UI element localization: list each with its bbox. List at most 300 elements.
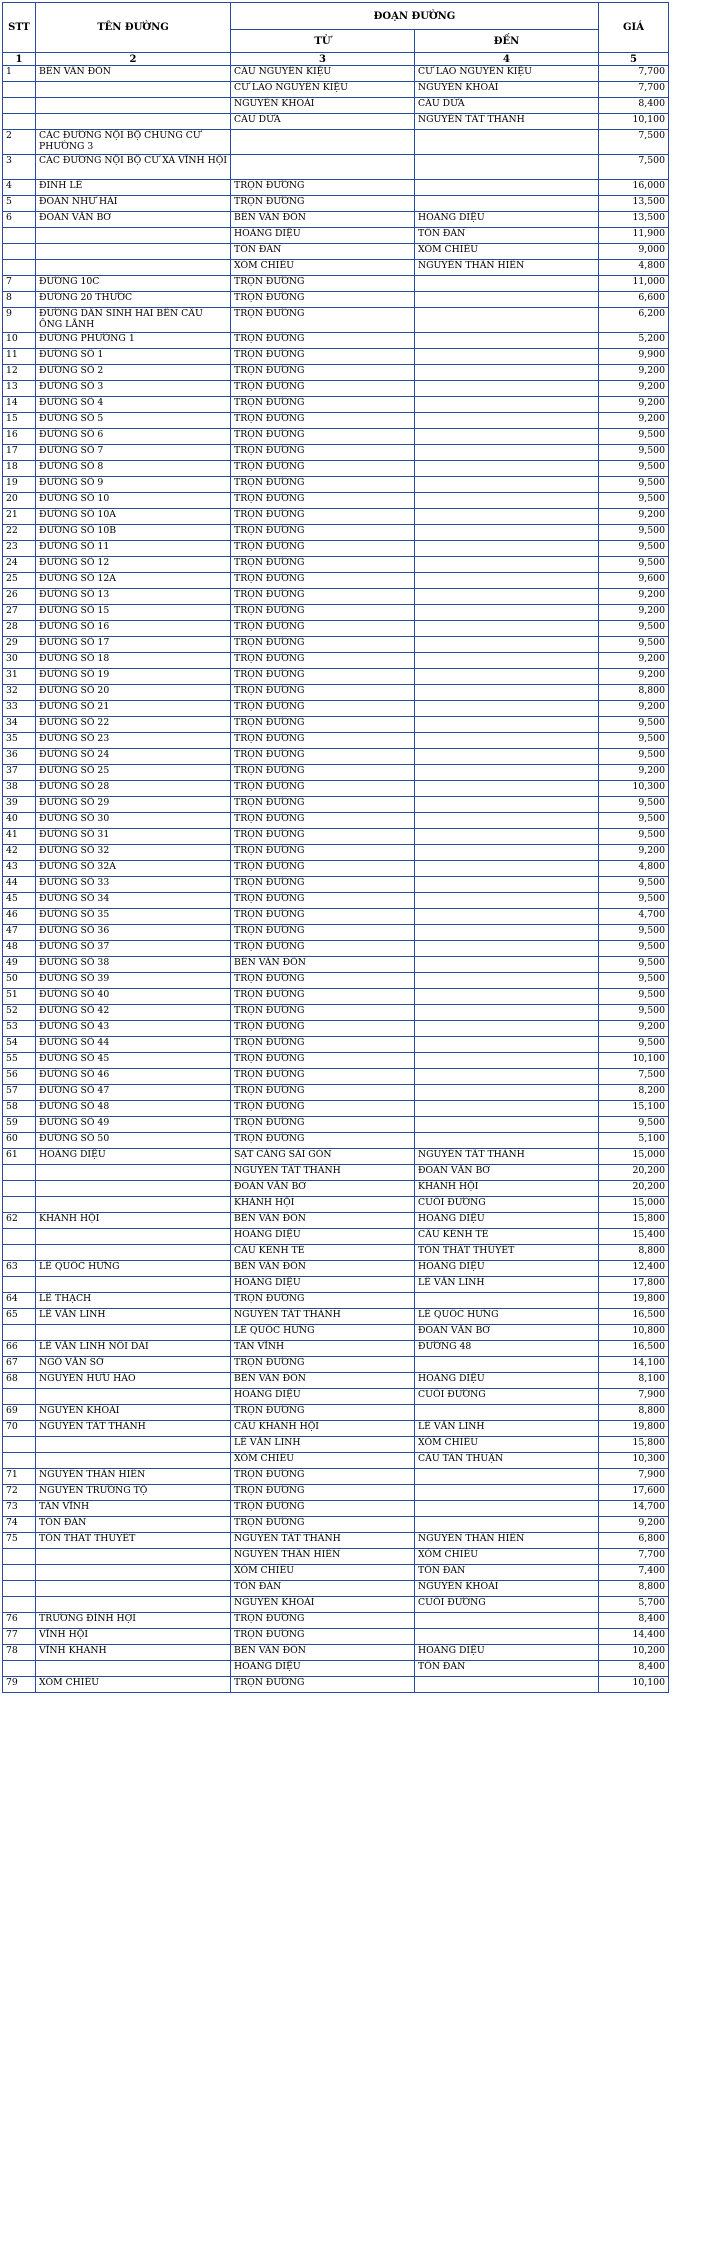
row-stt: 64 bbox=[3, 1293, 36, 1309]
row-from: TRỌN ĐƯỜNG bbox=[231, 365, 415, 381]
row-price: 9,500 bbox=[599, 1117, 669, 1133]
row-from: TRỌN ĐƯỜNG bbox=[231, 477, 415, 493]
row-from: TRỌN ĐƯỜNG bbox=[231, 861, 415, 877]
row-price: 19,800 bbox=[599, 1421, 669, 1437]
row-stt: 17 bbox=[3, 445, 36, 461]
row-price: 15,000 bbox=[599, 1149, 669, 1165]
row-street-name: ĐƯỜNG SỐ 10 bbox=[36, 493, 231, 509]
row-to: LÊ VĂN LINH bbox=[415, 1421, 599, 1437]
row-stt bbox=[3, 1389, 36, 1405]
row-from: TRỌN ĐƯỜNG bbox=[231, 845, 415, 861]
row-price: 7,900 bbox=[599, 1389, 669, 1405]
row-from: TRỌN ĐƯỜNG bbox=[231, 397, 415, 413]
row-from: LÊ VĂN LINH bbox=[231, 1437, 415, 1453]
row-stt: 50 bbox=[3, 973, 36, 989]
row-stt: 26 bbox=[3, 589, 36, 605]
row-street-name: ĐƯỜNG SỐ 36 bbox=[36, 925, 231, 941]
row-stt bbox=[3, 260, 36, 276]
row-to: TÔN ĐẢN bbox=[415, 1565, 599, 1581]
row-from: TRỌN ĐƯỜNG bbox=[231, 1293, 415, 1309]
row-stt: 65 bbox=[3, 1309, 36, 1325]
table-row bbox=[3, 845, 669, 861]
row-from: TRỌN ĐƯỜNG bbox=[231, 877, 415, 893]
row-street-name: ĐOÀN NHƯ HÀI bbox=[36, 196, 231, 212]
row-street-name: ĐƯỜNG SỐ 48 bbox=[36, 1101, 231, 1117]
row-to bbox=[415, 276, 599, 292]
row-from: TRỌN ĐƯỜNG bbox=[231, 349, 415, 365]
row-to bbox=[415, 445, 599, 461]
table-row bbox=[3, 244, 669, 260]
row-stt: 10 bbox=[3, 333, 36, 349]
row-price: 10,300 bbox=[599, 781, 669, 797]
row-from: TRỌN ĐƯỜNG bbox=[231, 333, 415, 349]
table-row bbox=[3, 1069, 669, 1085]
row-stt: 20 bbox=[3, 493, 36, 509]
row-price: 9,500 bbox=[599, 557, 669, 573]
row-to: CUỐI ĐƯỜNG bbox=[415, 1597, 599, 1613]
row-from: TRỌN ĐƯỜNG bbox=[231, 308, 415, 333]
row-street-name: ĐƯỜNG SỐ 2 bbox=[36, 365, 231, 381]
land-price-table bbox=[2, 2, 669, 1693]
row-from: TRỌN ĐƯỜNG bbox=[231, 893, 415, 909]
row-to bbox=[415, 525, 599, 541]
row-stt: 73 bbox=[3, 1501, 36, 1517]
row-stt: 63 bbox=[3, 1261, 36, 1277]
row-stt: 24 bbox=[3, 557, 36, 573]
row-street-name: NGUYỄN TẤT THÀNH bbox=[36, 1421, 231, 1437]
row-to bbox=[415, 573, 599, 589]
table-row bbox=[3, 525, 669, 541]
row-stt: 79 bbox=[3, 1677, 36, 1693]
row-price: 14,700 bbox=[599, 1501, 669, 1517]
row-street-name: ĐƯỜNG SỐ 22 bbox=[36, 717, 231, 733]
row-price: 9,200 bbox=[599, 1517, 669, 1533]
row-stt: 27 bbox=[3, 605, 36, 621]
row-to bbox=[415, 155, 599, 180]
row-street-name: NGUYỄN HỮU HÀO bbox=[36, 1373, 231, 1389]
row-price: 9,200 bbox=[599, 845, 669, 861]
row-stt bbox=[3, 244, 36, 260]
table-row bbox=[3, 925, 669, 941]
header-from: TỪ bbox=[231, 30, 415, 53]
row-to: XÓM CHIẾU bbox=[415, 1549, 599, 1565]
row-to bbox=[415, 1101, 599, 1117]
row-to: CẦU TÂN THUẬN bbox=[415, 1453, 599, 1469]
row-from: HOÀNG DIỆU bbox=[231, 1229, 415, 1245]
row-street-name: ĐƯỜNG SỐ 47 bbox=[36, 1085, 231, 1101]
row-price: 13,500 bbox=[599, 196, 669, 212]
table-row bbox=[3, 941, 669, 957]
row-price: 9,500 bbox=[599, 829, 669, 845]
table-row bbox=[3, 989, 669, 1005]
table-row bbox=[3, 1613, 669, 1629]
row-from: TRỌN ĐƯỜNG bbox=[231, 573, 415, 589]
table-row bbox=[3, 1101, 669, 1117]
row-stt: 2 bbox=[3, 130, 36, 155]
row-price: 8,800 bbox=[599, 1245, 669, 1261]
row-price: 8,400 bbox=[599, 1661, 669, 1677]
table-row bbox=[3, 1053, 669, 1069]
row-price: 9,200 bbox=[599, 397, 669, 413]
row-street-name: ĐƯỜNG SỐ 7 bbox=[36, 445, 231, 461]
row-to bbox=[415, 557, 599, 573]
row-price: 7,900 bbox=[599, 1469, 669, 1485]
row-price: 10,100 bbox=[599, 1677, 669, 1693]
table-row bbox=[3, 557, 669, 573]
row-street-name bbox=[36, 1661, 231, 1677]
row-street-name: ĐƯỜNG SỐ 5 bbox=[36, 413, 231, 429]
row-stt: 3 bbox=[3, 155, 36, 180]
row-street-name bbox=[36, 114, 231, 130]
table-row bbox=[3, 541, 669, 557]
row-price: 15,000 bbox=[599, 1197, 669, 1213]
row-stt: 66 bbox=[3, 1341, 36, 1357]
row-from: BẾN VÂN ĐỒN bbox=[231, 1213, 415, 1229]
row-street-name: TÔN ĐẢN bbox=[36, 1517, 231, 1533]
row-price: 7,500 bbox=[599, 130, 669, 155]
table-row bbox=[3, 1005, 669, 1021]
table-row bbox=[3, 765, 669, 781]
row-street-name bbox=[36, 228, 231, 244]
row-from: TRỌN ĐƯỜNG bbox=[231, 525, 415, 541]
row-street-name: ĐƯỜNG SỐ 15 bbox=[36, 605, 231, 621]
row-to bbox=[415, 909, 599, 925]
row-stt: 69 bbox=[3, 1405, 36, 1421]
table-row bbox=[3, 621, 669, 637]
row-stt bbox=[3, 1197, 36, 1213]
row-stt bbox=[3, 1581, 36, 1597]
row-stt: 40 bbox=[3, 813, 36, 829]
row-street-name: NGÔ VĂN SỞ bbox=[36, 1357, 231, 1373]
row-to: KHÁNH HỘI bbox=[415, 1181, 599, 1197]
row-from: TRỌN ĐƯỜNG bbox=[231, 765, 415, 781]
table-row bbox=[3, 308, 669, 333]
row-to: TÔN THẤT THUYẾT bbox=[415, 1245, 599, 1261]
row-stt: 38 bbox=[3, 781, 36, 797]
row-street-name: BẾN VÂN ĐỒN bbox=[36, 66, 231, 82]
row-price: 7,700 bbox=[599, 1549, 669, 1565]
table-row bbox=[3, 1533, 669, 1549]
row-to: HOÀNG DIỆU bbox=[415, 1261, 599, 1277]
row-stt bbox=[3, 1437, 36, 1453]
table-row bbox=[3, 685, 669, 701]
row-stt: 48 bbox=[3, 941, 36, 957]
row-to: LÊ VĂN LINH bbox=[415, 1277, 599, 1293]
row-from: TRỌN ĐƯỜNG bbox=[231, 909, 415, 925]
row-price: 8,100 bbox=[599, 1373, 669, 1389]
row-to bbox=[415, 1677, 599, 1693]
row-to bbox=[415, 509, 599, 525]
row-from: KHÁNH HỘI bbox=[231, 1197, 415, 1213]
table-row bbox=[3, 1421, 669, 1437]
row-to bbox=[415, 797, 599, 813]
row-to bbox=[415, 130, 599, 155]
row-price: 16,000 bbox=[599, 180, 669, 196]
row-to: HOÀNG DIỆU bbox=[415, 1213, 599, 1229]
table-row bbox=[3, 701, 669, 717]
row-from: TRỌN ĐƯỜNG bbox=[231, 557, 415, 573]
row-from: TRỌN ĐƯỜNG bbox=[231, 589, 415, 605]
row-to bbox=[415, 829, 599, 845]
row-from: BẾN VÂN ĐỒN bbox=[231, 1261, 415, 1277]
row-from: TRỌN ĐƯỜNG bbox=[231, 1021, 415, 1037]
row-price: 7,500 bbox=[599, 1069, 669, 1085]
row-stt: 74 bbox=[3, 1517, 36, 1533]
row-price: 9,200 bbox=[599, 1021, 669, 1037]
row-street-name: ĐƯỜNG SỐ 39 bbox=[36, 973, 231, 989]
row-street-name: LÊ QUỐC HƯNG bbox=[36, 1261, 231, 1277]
row-from: TRỌN ĐƯỜNG bbox=[231, 1133, 415, 1149]
table-row bbox=[3, 1597, 669, 1613]
row-price: 14,100 bbox=[599, 1357, 669, 1373]
row-from: BẾN VÂN ĐỒN bbox=[231, 1645, 415, 1661]
header-price: GIÁ bbox=[599, 3, 669, 53]
row-stt: 49 bbox=[3, 957, 36, 973]
row-street-name bbox=[36, 1165, 231, 1181]
row-street-name: LÊ VĂN LINH bbox=[36, 1309, 231, 1325]
row-street-name: ĐƯỜNG SỐ 38 bbox=[36, 957, 231, 973]
row-to bbox=[415, 397, 599, 413]
table-row bbox=[3, 653, 669, 669]
row-to bbox=[415, 429, 599, 445]
row-street-name bbox=[36, 1597, 231, 1613]
row-street-name: ĐƯỜNG SỐ 30 bbox=[36, 813, 231, 829]
table-row bbox=[3, 573, 669, 589]
row-price: 9,500 bbox=[599, 493, 669, 509]
row-stt bbox=[3, 1661, 36, 1677]
row-price: 9,500 bbox=[599, 525, 669, 541]
row-stt: 18 bbox=[3, 461, 36, 477]
row-stt bbox=[3, 1229, 36, 1245]
table-row bbox=[3, 1645, 669, 1661]
row-price: 10,800 bbox=[599, 1325, 669, 1341]
row-to: TÔN ĐẢN bbox=[415, 1661, 599, 1677]
row-from: TRỌN ĐƯỜNG bbox=[231, 493, 415, 509]
row-street-name: ĐƯỜNG SỐ 16 bbox=[36, 621, 231, 637]
row-price: 9,500 bbox=[599, 941, 669, 957]
row-street-name: ĐƯỜNG SỐ 37 bbox=[36, 941, 231, 957]
table-row bbox=[3, 130, 669, 155]
row-to bbox=[415, 180, 599, 196]
row-to bbox=[415, 1021, 599, 1037]
table-row bbox=[3, 669, 669, 685]
row-street-name: ĐƯỜNG SỐ 40 bbox=[36, 989, 231, 1005]
row-stt: 28 bbox=[3, 621, 36, 637]
row-stt: 19 bbox=[3, 477, 36, 493]
row-from: TRỌN ĐƯỜNG bbox=[231, 653, 415, 669]
row-street-name: TRƯƠNG ĐÌNH HỢI bbox=[36, 1613, 231, 1629]
row-from: TRỌN ĐƯỜNG bbox=[231, 749, 415, 765]
row-street-name: ĐƯỜNG 10C bbox=[36, 276, 231, 292]
row-stt bbox=[3, 82, 36, 98]
table-row bbox=[3, 1245, 669, 1261]
row-to bbox=[415, 1469, 599, 1485]
row-street-name: ĐƯỜNG SỐ 1 bbox=[36, 349, 231, 365]
row-street-name: ĐƯỜNG SỐ 6 bbox=[36, 429, 231, 445]
table-row bbox=[3, 114, 669, 130]
row-stt: 6 bbox=[3, 212, 36, 228]
row-stt: 53 bbox=[3, 1021, 36, 1037]
row-stt: 37 bbox=[3, 765, 36, 781]
row-price: 5,700 bbox=[599, 1597, 669, 1613]
row-street-name: TÔN THẤT THUYẾT bbox=[36, 1533, 231, 1549]
row-from bbox=[231, 155, 415, 180]
row-stt bbox=[3, 1325, 36, 1341]
row-street-name: ĐƯỜNG SỐ 32 bbox=[36, 845, 231, 861]
row-price: 10,100 bbox=[599, 1053, 669, 1069]
row-from: TRỌN ĐƯỜNG bbox=[231, 925, 415, 941]
table-row bbox=[3, 1085, 669, 1101]
row-to: XÓM CHIẾU bbox=[415, 244, 599, 260]
table-row bbox=[3, 749, 669, 765]
row-to: CƯ LAO NGUYỄN KIỆU bbox=[415, 66, 599, 82]
row-from: TRỌN ĐƯỜNG bbox=[231, 1517, 415, 1533]
table-row bbox=[3, 445, 669, 461]
row-street-name: KHÁNH HỘI bbox=[36, 1213, 231, 1229]
row-price: 16,500 bbox=[599, 1309, 669, 1325]
row-street-name: ĐƯỜNG SỐ 25 bbox=[36, 765, 231, 781]
row-price: 9,500 bbox=[599, 461, 669, 477]
row-from: TRỌN ĐƯỜNG bbox=[231, 797, 415, 813]
table-row bbox=[3, 733, 669, 749]
row-to bbox=[415, 1037, 599, 1053]
row-from: LÊ QUỐC HƯNG bbox=[231, 1325, 415, 1341]
table-row bbox=[3, 196, 669, 212]
row-to bbox=[415, 1613, 599, 1629]
row-price: 7,400 bbox=[599, 1565, 669, 1581]
table-row bbox=[3, 1309, 669, 1325]
row-to bbox=[415, 765, 599, 781]
row-street-name: CÁC ĐƯỜNG NỘI BỘ CHUNG CƯ PHƯỜNG 3 bbox=[36, 130, 231, 155]
row-street-name bbox=[36, 1437, 231, 1453]
row-price: 9,200 bbox=[599, 381, 669, 397]
table-row bbox=[3, 1037, 669, 1053]
row-street-name: ĐƯỜNG DÂN SINH HAI BÊN CẦU ÔNG LÃNH bbox=[36, 308, 231, 333]
row-street-name: ĐƯỜNG SỐ 17 bbox=[36, 637, 231, 653]
row-stt: 75 bbox=[3, 1533, 36, 1549]
row-street-name: NGUYỄN TRƯỜNG TỘ bbox=[36, 1485, 231, 1501]
row-price: 15,800 bbox=[599, 1213, 669, 1229]
row-from: TRỌN ĐƯỜNG bbox=[231, 685, 415, 701]
table-row bbox=[3, 1229, 669, 1245]
table-row bbox=[3, 260, 669, 276]
row-price: 4,800 bbox=[599, 861, 669, 877]
row-stt: 5 bbox=[3, 196, 36, 212]
row-price: 9,000 bbox=[599, 244, 669, 260]
table-row bbox=[3, 797, 669, 813]
row-street-name: LÊ VĂN LINH NỐI DÀI bbox=[36, 1341, 231, 1357]
row-stt: 11 bbox=[3, 349, 36, 365]
row-street-name: ĐƯỜNG SỐ 18 bbox=[36, 653, 231, 669]
row-stt: 21 bbox=[3, 509, 36, 525]
row-from: TRỌN ĐƯỜNG bbox=[231, 1069, 415, 1085]
row-price: 9,500 bbox=[599, 797, 669, 813]
row-stt bbox=[3, 1181, 36, 1197]
row-stt: 42 bbox=[3, 845, 36, 861]
row-from: TRỌN ĐƯỜNG bbox=[231, 813, 415, 829]
row-stt: 1 bbox=[3, 66, 36, 82]
table-row bbox=[3, 1261, 669, 1277]
row-price: 9,200 bbox=[599, 653, 669, 669]
row-from: TRỌN ĐƯỜNG bbox=[231, 1085, 415, 1101]
row-stt: 43 bbox=[3, 861, 36, 877]
row-price: 9,500 bbox=[599, 893, 669, 909]
row-from: TRỌN ĐƯỜNG bbox=[231, 733, 415, 749]
row-stt: 8 bbox=[3, 292, 36, 308]
row-stt: 34 bbox=[3, 717, 36, 733]
row-from: NGUYỄN KHOÁI bbox=[231, 98, 415, 114]
row-to: CUỐI ĐƯỜNG bbox=[415, 1197, 599, 1213]
row-to bbox=[415, 1005, 599, 1021]
row-to bbox=[415, 861, 599, 877]
row-from: TRỌN ĐƯỜNG bbox=[231, 276, 415, 292]
table-row bbox=[3, 155, 669, 180]
table-row bbox=[3, 1453, 669, 1469]
row-price: 9,600 bbox=[599, 573, 669, 589]
row-from: TRỌN ĐƯỜNG bbox=[231, 1485, 415, 1501]
table-row bbox=[3, 1405, 669, 1421]
row-street-name bbox=[36, 1453, 231, 1469]
table-row bbox=[3, 365, 669, 381]
row-price: 19,800 bbox=[599, 1293, 669, 1309]
row-to bbox=[415, 813, 599, 829]
row-to: NGUYỄN TẤT THÀNH bbox=[415, 1149, 599, 1165]
table-row bbox=[3, 877, 669, 893]
row-stt bbox=[3, 1245, 36, 1261]
row-street-name: NGUYỄN KHOÁI bbox=[36, 1405, 231, 1421]
row-from: CẦU KÊNH TẺ bbox=[231, 1245, 415, 1261]
row-street-name: ĐƯỜNG SỐ 3 bbox=[36, 381, 231, 397]
row-street-name: ĐƯỜNG SỐ 12 bbox=[36, 557, 231, 573]
row-street-name bbox=[36, 1245, 231, 1261]
table-row bbox=[3, 1565, 669, 1581]
row-price: 7,500 bbox=[599, 155, 669, 180]
row-from: TRỌN ĐƯỜNG bbox=[231, 989, 415, 1005]
header-to: ĐẾN bbox=[415, 30, 599, 53]
row-stt: 47 bbox=[3, 925, 36, 941]
table-row bbox=[3, 397, 669, 413]
table-row bbox=[3, 1677, 669, 1693]
row-street-name: NGUYỄN THẦN HIẾN bbox=[36, 1469, 231, 1485]
row-stt: 32 bbox=[3, 685, 36, 701]
row-from: TRỌN ĐƯỜNG bbox=[231, 1677, 415, 1693]
row-from: NGUYỄN KHOÁI bbox=[231, 1597, 415, 1613]
row-to bbox=[415, 1117, 599, 1133]
table-row bbox=[3, 1661, 669, 1677]
row-price: 9,500 bbox=[599, 717, 669, 733]
row-from: TRỌN ĐƯỜNG bbox=[231, 1053, 415, 1069]
row-from: XÓM CHIẾU bbox=[231, 1453, 415, 1469]
row-from: TRỌN ĐƯỜNG bbox=[231, 669, 415, 685]
row-to bbox=[415, 493, 599, 509]
row-street-name: ĐƯỜNG SỐ 9 bbox=[36, 477, 231, 493]
table-row bbox=[3, 212, 669, 228]
table-row bbox=[3, 893, 669, 909]
row-stt: 60 bbox=[3, 1133, 36, 1149]
row-price: 9,500 bbox=[599, 989, 669, 1005]
row-stt: 52 bbox=[3, 1005, 36, 1021]
row-street-name: ĐƯỜNG SỐ 44 bbox=[36, 1037, 231, 1053]
row-from: TRỌN ĐƯỜNG bbox=[231, 1469, 415, 1485]
table-row bbox=[3, 1133, 669, 1149]
row-to bbox=[415, 925, 599, 941]
table-row bbox=[3, 1213, 669, 1229]
row-street-name bbox=[36, 244, 231, 260]
row-to bbox=[415, 685, 599, 701]
table-row bbox=[3, 381, 669, 397]
table-row bbox=[3, 509, 669, 525]
row-price: 13,500 bbox=[599, 212, 669, 228]
